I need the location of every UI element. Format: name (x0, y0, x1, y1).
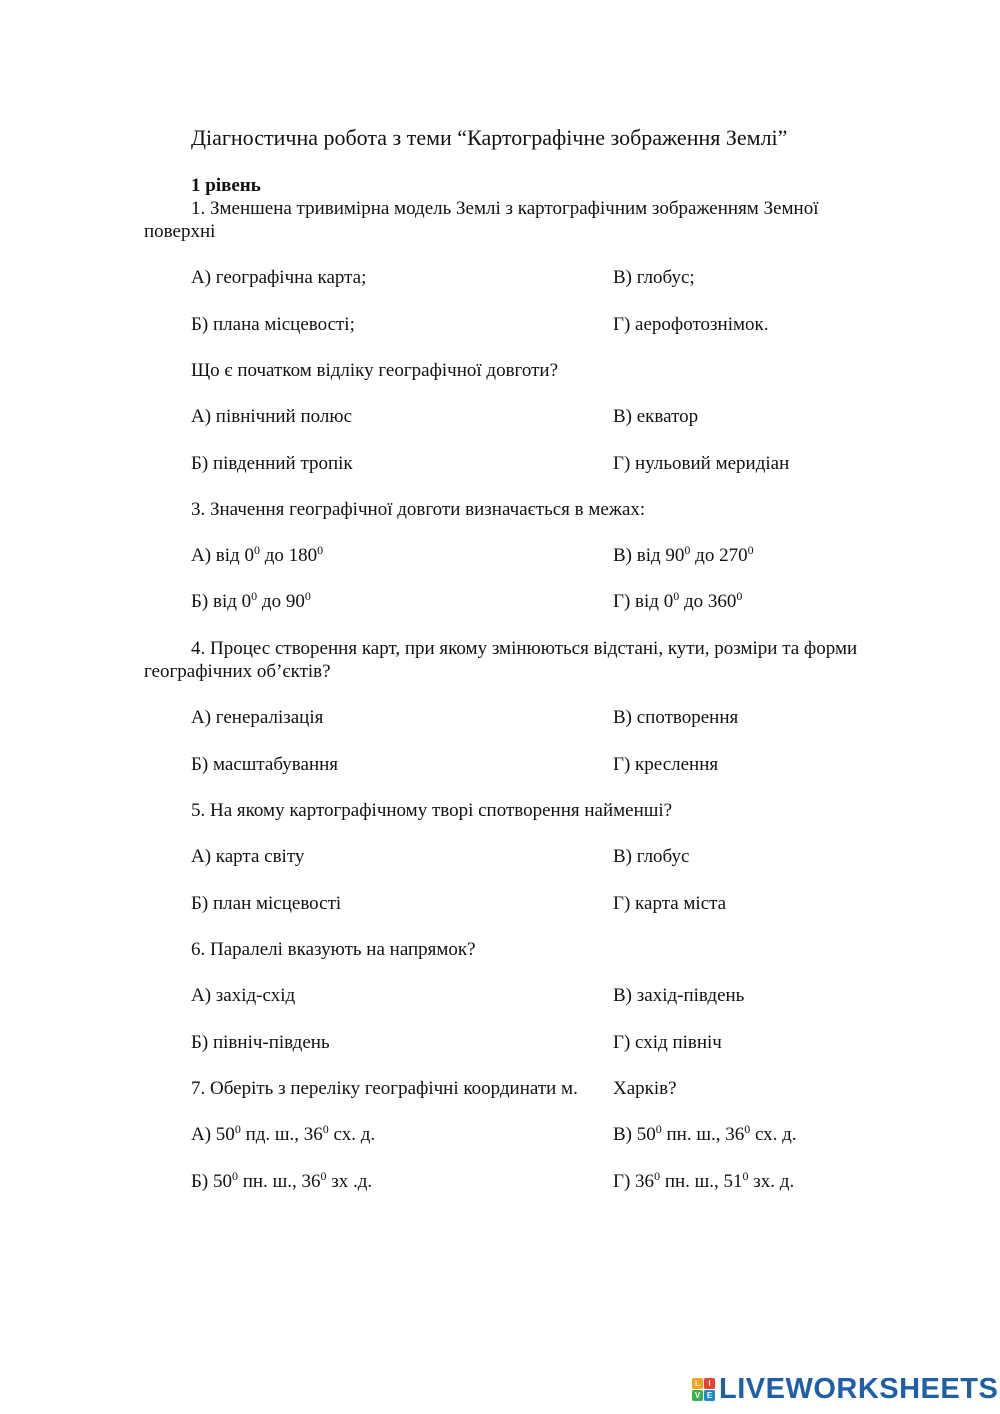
q7-d-part: зх. д. (748, 1171, 795, 1192)
q3-c-part: В) від 90 (613, 545, 685, 566)
degree-sup: 0 (253, 543, 260, 557)
question-7-text: 7. Оберіть з переліку географічні координати м. (191, 1078, 578, 1099)
degree-sup: 0 (747, 543, 754, 557)
degree-sup: 0 (742, 1169, 749, 1183)
q6-option-a[interactable]: А) захід-схід (191, 985, 296, 1006)
q7-d-part: пн. ш., 51 (660, 1171, 743, 1192)
q3-a-part: А) від 0 (191, 545, 254, 566)
q2-option-a[interactable]: А) північний полюс (191, 406, 352, 427)
degree-sup: 0 (736, 589, 743, 603)
question-1-text: 1. Зменшена тривимірна модель Землі з картографічним зображенням Земної (191, 198, 819, 219)
live-badge-icon (692, 1378, 715, 1401)
q7-c-part: сх. д. (750, 1124, 797, 1145)
degree-sup: 0 (251, 589, 258, 603)
q4-option-a[interactable]: А) генералізація (191, 707, 324, 728)
q7-c-part: В) 50 (613, 1124, 656, 1145)
question-6-text: 6. Паралелі вказують на напрямок? (191, 939, 476, 960)
liveworksheets-logo[interactable] (692, 1373, 998, 1406)
q4-option-c[interactable]: В) спотворення (613, 707, 739, 728)
q7-b-part: Б) 50 (191, 1171, 232, 1192)
q7-a-part: А) 50 (191, 1124, 235, 1145)
q6-option-c[interactable]: В) захід-південь (613, 985, 745, 1006)
q1-option-a[interactable]: А) географічна карта; (191, 267, 367, 288)
degree-sup: 0 (317, 543, 324, 557)
q1-option-d[interactable]: Г) аерофотознімок. (613, 314, 769, 335)
q2-option-c[interactable]: В) екватор (613, 406, 699, 427)
badge-letter: L (692, 1378, 703, 1389)
degree-sup: 0 (684, 543, 691, 557)
q7-b-part: зх .д. (326, 1171, 373, 1192)
degree-sup: 0 (654, 1169, 661, 1183)
degree-sup: 0 (322, 1122, 329, 1136)
q3-b-part: Б) від 0 (191, 591, 252, 612)
q3-option-b[interactable] (191, 590, 311, 613)
q5-option-b[interactable]: Б) план місцевості (191, 893, 342, 914)
q7-option-c[interactable] (613, 1123, 797, 1146)
question-2-text: Що є початком відліку географічної довготи? (191, 360, 559, 381)
q5-option-c[interactable]: В) глобус (613, 846, 690, 867)
badge-letter: V (692, 1390, 703, 1401)
q3-c-part: до 270 (690, 545, 748, 566)
q5-option-d[interactable]: Г) карта міста (613, 893, 727, 914)
degree-sup: 0 (232, 1169, 238, 1183)
q3-option-a[interactable] (191, 544, 323, 567)
badge-letter: E (704, 1390, 715, 1401)
question-7-text-cont: Харків? (613, 1078, 677, 1099)
q3-b-part: до 90 (257, 591, 305, 612)
badge-letter: I (704, 1378, 715, 1389)
degree-sup: 0 (655, 1122, 662, 1136)
q7-option-b[interactable] (191, 1170, 372, 1193)
q7-b-part: пн. ш., 36 (238, 1171, 321, 1192)
degree-sup: 0 (744, 1122, 751, 1136)
question-3-text: 3. Значення географічної довготи визначається в межах: (191, 499, 646, 520)
q1-option-b[interactable]: Б) плана місцевості; (191, 314, 355, 335)
q3-a-part: до 180 (259, 545, 318, 566)
question-4-text-cont: географічних об’єктів? (144, 661, 331, 682)
degree-sup: 0 (304, 589, 311, 603)
level-heading: 1 рівень (191, 175, 261, 196)
q4-option-d[interactable]: Г) креслення (613, 754, 719, 775)
q3-d-part: Г) від 0 (613, 591, 674, 612)
q3-option-c[interactable] (613, 544, 754, 567)
q1-option-c[interactable]: В) глобус; (613, 267, 695, 288)
q3-d-part: до 360 (679, 591, 737, 612)
q7-option-d[interactable] (613, 1170, 794, 1193)
question-4-text: 4. Процес створення карт, при якому змінюються відстані, кути, розміри та форми (191, 638, 858, 659)
logo-text: LIVEWORKSHEETS (719, 1373, 999, 1405)
q7-option-a[interactable] (191, 1123, 375, 1146)
q2-option-b[interactable]: Б) південний тропік (191, 453, 353, 474)
q7-a-part: пд. ш., 36 (240, 1124, 323, 1145)
degree-sup: 0 (673, 589, 680, 603)
degree-sup: 0 (234, 1122, 241, 1136)
q7-d-part: Г) 36 (613, 1171, 655, 1192)
degree-sup: 0 (320, 1169, 327, 1183)
q7-a-part: сх. д. (328, 1124, 376, 1145)
worksheet-title: Діагностична робота з теми “Картографічне зображення Землі” (191, 125, 788, 150)
q6-option-b[interactable]: Б) північ-південь (191, 1032, 330, 1053)
q3-option-d[interactable] (613, 590, 742, 613)
q6-option-d[interactable]: Г) схід північ (613, 1032, 722, 1053)
question-5-text: 5. На якому картографічному творі спотворення найменші? (191, 800, 673, 821)
q5-option-a[interactable]: А) карта світу (191, 846, 305, 867)
q7-c-part: пн. ш., 36 (661, 1124, 745, 1145)
q2-option-d[interactable]: Г) нульовий меридіан (613, 453, 790, 474)
q4-option-b[interactable]: Б) масштабування (191, 754, 339, 775)
question-1-text-cont: поверхні (144, 221, 216, 242)
